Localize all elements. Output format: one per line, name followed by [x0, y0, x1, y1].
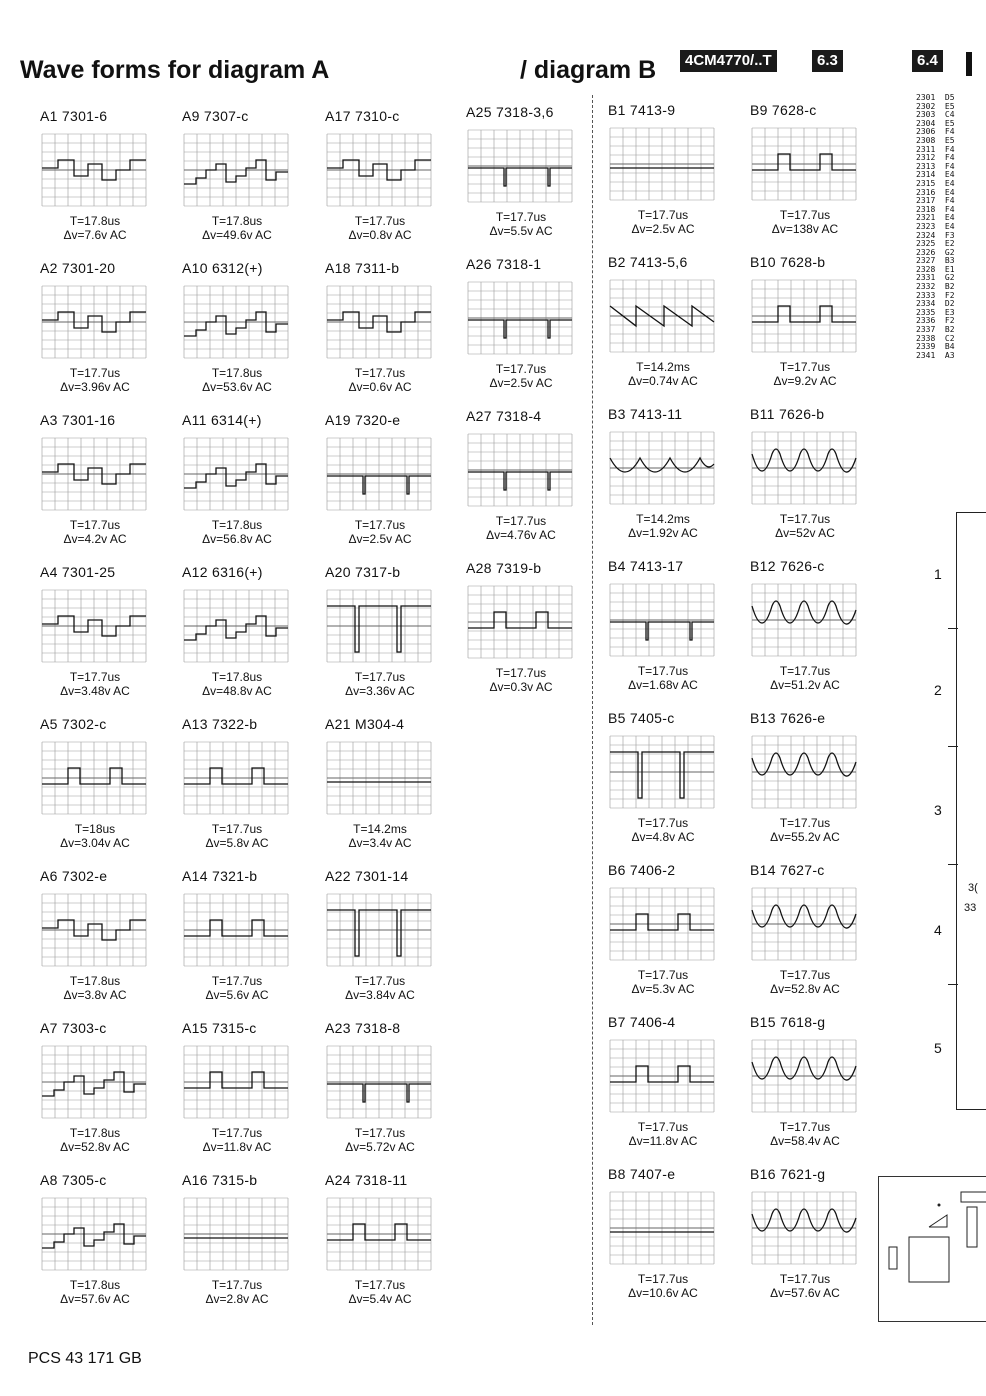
index-entry: 2337 B2 — [916, 325, 955, 335]
waveform-label: A20 7317-b — [325, 564, 401, 580]
oscilloscope-trace — [464, 126, 576, 206]
period-value: T=17.7us — [637, 1120, 689, 1134]
amplitude-value: Δv=5.5v AC — [489, 224, 553, 238]
amplitude-value: Δv=2.8v AC — [205, 1292, 269, 1306]
oscilloscope-trace — [180, 282, 292, 362]
oscilloscope-trace — [464, 278, 576, 358]
waveform-cell — [750, 102, 875, 252]
waveform-label: A10 6312(+) — [182, 260, 263, 276]
waveform-label: A4 7301-25 — [40, 564, 116, 580]
waveform-label: A23 7318-8 — [325, 1020, 401, 1036]
period-value: T=17.8us — [211, 670, 263, 684]
index-entry: 2325 E2 — [916, 239, 955, 249]
waveform-label: A13 7322-b — [182, 716, 258, 732]
waveform-label: A1 7301-6 — [40, 108, 108, 124]
waveform-cell — [608, 1014, 733, 1164]
model-badge: 4CM4770/..T — [680, 50, 777, 72]
waveform-cell — [325, 716, 450, 866]
period-value: T=17.7us — [354, 1278, 406, 1292]
amplitude-value: Δv=53.6v AC — [202, 380, 272, 394]
oscilloscope-trace — [606, 1188, 718, 1268]
edge-text-1: 3( — [968, 882, 978, 894]
component-index-list — [916, 94, 955, 360]
period-value: T=17.7us — [211, 1278, 263, 1292]
waveform-label: B3 7413-11 — [608, 406, 683, 422]
index-entry: 2317 F4 — [916, 196, 955, 206]
period-value: T=17.7us — [637, 968, 689, 982]
index-entry: 2324 F3 — [916, 230, 955, 240]
period-value: T=14.2ms — [636, 360, 690, 374]
waveform-cell — [325, 108, 450, 258]
amplitude-value: Δv=0.8v AC — [348, 228, 412, 242]
index-entry: 2335 E3 — [916, 307, 955, 317]
waveform-cell — [182, 108, 307, 258]
oscilloscope-trace — [38, 130, 150, 210]
index-entry: 2312 F4 — [916, 153, 955, 163]
waveform-label: B4 7413-17 — [608, 558, 684, 574]
waveform-label: A24 7318-11 — [325, 1172, 408, 1188]
column-divider — [592, 95, 593, 1325]
index-entry: 2339 B4 — [916, 342, 955, 352]
oscilloscope-trace — [606, 580, 718, 660]
waveform-cell — [608, 558, 733, 708]
index-entry: 2318 F4 — [916, 204, 955, 214]
waveform-cell — [40, 1172, 165, 1322]
period-value: T=17.7us — [779, 1272, 831, 1286]
oscilloscope-trace — [38, 1194, 150, 1274]
waveform-cell — [608, 710, 733, 860]
period-value: T=17.7us — [354, 518, 406, 532]
waveform-label: B15 7618-g — [750, 1014, 826, 1030]
oscilloscope-trace — [606, 276, 718, 356]
oscilloscope-trace — [38, 282, 150, 362]
waveform-cell — [750, 406, 875, 556]
waveform-label: A9 7307-c — [182, 108, 249, 124]
period-value: T=17.8us — [69, 974, 121, 988]
waveform-label: B2 7413-5,6 — [608, 254, 688, 270]
period-value: T=17.7us — [69, 366, 121, 380]
oscilloscope-trace — [748, 276, 860, 356]
row-tick — [948, 984, 958, 985]
oscilloscope-trace — [323, 1042, 435, 1122]
oscilloscope-trace — [323, 738, 435, 818]
index-entry: 2308 E5 — [916, 135, 955, 145]
period-value: T=17.7us — [637, 208, 689, 222]
period-value: T=17.7us — [779, 360, 831, 374]
schematic-inset-drawing — [879, 1177, 986, 1321]
oscilloscope-trace — [464, 582, 576, 662]
amplitude-value: Δv=52.8v AC — [770, 982, 840, 996]
index-entry: 2304 E5 — [916, 118, 955, 128]
amplitude-value: Δv=55.2v AC — [770, 830, 840, 844]
amplitude-value: Δv=5.4v AC — [348, 1292, 412, 1306]
waveform-cell — [608, 862, 733, 1012]
period-value: T=17.8us — [211, 518, 263, 532]
index-entry: 2315 E4 — [916, 178, 955, 188]
oscilloscope-trace — [748, 428, 860, 508]
index-entry: 2333 F2 — [916, 290, 955, 300]
period-value: T=17.7us — [637, 816, 689, 830]
index-entry: 2301 D5 — [916, 93, 955, 102]
edge-text-2: 33 — [964, 902, 977, 914]
period-value: T=17.8us — [211, 366, 263, 380]
waveform-cell — [608, 406, 733, 556]
amplitude-value: Δv=0.3v AC — [489, 680, 553, 694]
waveform-cell — [750, 710, 875, 860]
amplitude-value: Δv=3.48v AC — [60, 684, 130, 698]
waveform-cell — [182, 1020, 307, 1170]
waveform-cell — [40, 564, 165, 714]
period-value: T=17.7us — [495, 210, 547, 224]
period-value: T=17.7us — [354, 214, 406, 228]
oscilloscope-trace — [748, 732, 860, 812]
period-value: T=17.7us — [637, 1272, 689, 1286]
row-tick — [948, 628, 958, 629]
oscilloscope-trace — [180, 1194, 292, 1274]
amplitude-value: Δv=1.92v AC — [628, 526, 698, 540]
oscilloscope-trace — [180, 130, 292, 210]
waveform-cell — [40, 412, 165, 562]
waveform-cell — [466, 408, 591, 558]
amplitude-value: Δv=7.6v AC — [63, 228, 127, 242]
period-value: T=17.7us — [779, 512, 831, 526]
waveform-label: B6 7406-2 — [608, 862, 676, 878]
waveform-label: A15 7315-c — [182, 1020, 257, 1036]
oscilloscope-trace — [38, 738, 150, 818]
oscilloscope-trace — [180, 586, 292, 666]
waveform-label: B9 7628-c — [750, 102, 817, 118]
waveform-cell — [466, 256, 591, 406]
waveform-label: B16 7621-g — [750, 1166, 826, 1182]
oscilloscope-trace — [323, 282, 435, 362]
amplitude-value: Δv=58.4v AC — [770, 1134, 840, 1148]
waveform-label: A16 7315-b — [182, 1172, 258, 1188]
index-entry: 2303 C4 — [916, 110, 955, 120]
section-badge-6-3: 6.3 — [812, 50, 843, 72]
amplitude-value: Δv=5.72v AC — [345, 1140, 415, 1154]
amplitude-value: Δv=0.6v AC — [348, 380, 412, 394]
oscilloscope-trace — [606, 428, 718, 508]
waveform-cell — [182, 1172, 307, 1322]
waveform-cell — [40, 868, 165, 1018]
waveform-cell — [40, 716, 165, 866]
amplitude-value: Δv=0.74v AC — [628, 374, 698, 388]
period-value: T=18us — [74, 822, 116, 836]
waveform-label: B14 7627-c — [750, 862, 825, 878]
amplitude-value: Δv=11.8v AC — [628, 1134, 698, 1148]
period-value: T=17.8us — [211, 214, 263, 228]
oscilloscope-trace — [748, 580, 860, 660]
amplitude-value: Δv=10.6v AC — [628, 1286, 698, 1300]
waveform-cell — [325, 412, 450, 562]
waveform-cell — [182, 260, 307, 410]
section-badge-6-4: 6.4 — [912, 50, 943, 72]
amplitude-value: Δv=5.8v AC — [205, 836, 269, 850]
waveform-label: B13 7626-e — [750, 710, 826, 726]
waveform-cell — [750, 254, 875, 404]
waveform-label: A18 7311-b — [325, 260, 400, 276]
oscilloscope-trace — [748, 1188, 860, 1268]
index-entry: 2331 G2 — [916, 273, 955, 283]
oscilloscope-trace — [38, 434, 150, 514]
waveform-label: A19 7320-e — [325, 412, 401, 428]
period-value: T=17.7us — [211, 822, 263, 836]
amplitude-value: Δv=5.6v AC — [205, 988, 269, 1002]
row-tick — [948, 746, 958, 747]
oscilloscope-trace — [606, 884, 718, 964]
waveform-cell — [608, 1166, 733, 1316]
index-entry: 2326 G2 — [916, 247, 955, 257]
oscilloscope-trace — [606, 732, 718, 812]
waveform-cell — [750, 558, 875, 708]
waveform-cell — [182, 412, 307, 562]
amplitude-value: Δv=56.8v AC — [202, 532, 272, 546]
oscilloscope-trace — [606, 1036, 718, 1116]
page-title-b: / diagram B — [520, 56, 657, 84]
row-number-frame — [956, 512, 986, 1110]
waveform-cell — [608, 102, 733, 252]
amplitude-value: Δv=2.5v AC — [489, 376, 553, 390]
oscilloscope-trace — [38, 586, 150, 666]
index-entry: 2302 E5 — [916, 101, 955, 111]
period-value: T=17.7us — [69, 518, 121, 532]
waveform-label: A7 7303-c — [40, 1020, 107, 1036]
index-entry: 2338 C2 — [916, 333, 955, 343]
waveform-label: A21 M304-4 — [325, 716, 405, 732]
period-value: T=17.7us — [354, 670, 406, 684]
amplitude-value: Δv=3.84v AC — [345, 988, 415, 1002]
waveform-label: A17 7310-c — [325, 108, 400, 124]
row-tick — [948, 864, 958, 865]
amplitude-value: Δv=3.4v AC — [348, 836, 412, 850]
amplitude-value: Δv=3.96v AC — [60, 380, 130, 394]
period-value: T=17.7us — [211, 1126, 263, 1140]
period-value: T=17.7us — [495, 514, 547, 528]
row-number-2: 2 — [934, 682, 942, 698]
period-value: T=17.7us — [779, 664, 831, 678]
waveform-cell — [325, 260, 450, 410]
period-value: T=17.7us — [211, 974, 263, 988]
waveform-label: A26 7318-1 — [466, 256, 542, 272]
waveform-label: B8 7407-e — [608, 1166, 676, 1182]
waveform-cell — [750, 1014, 875, 1164]
index-entry: 2321 E4 — [916, 213, 955, 223]
period-value: T=17.7us — [637, 664, 689, 678]
amplitude-value: Δv=57.6v AC — [60, 1292, 130, 1306]
period-value: T=17.7us — [779, 816, 831, 830]
amplitude-value: Δv=4.76v AC — [486, 528, 556, 542]
oscilloscope-trace — [180, 1042, 292, 1122]
index-entry: 2323 E4 — [916, 221, 955, 231]
period-value: T=17.7us — [779, 1120, 831, 1134]
amplitude-value: Δv=138v AC — [771, 222, 839, 236]
waveform-label: B10 7628-b — [750, 254, 826, 270]
footer-code: PCS 43 171 GB — [28, 1350, 142, 1367]
waveform-cell — [325, 1172, 450, 1322]
waveform-cell — [466, 104, 591, 254]
oscilloscope-trace — [464, 430, 576, 510]
period-value: T=17.7us — [354, 366, 406, 380]
waveform-label: A12 6316(+) — [182, 564, 263, 580]
period-value: T=17.7us — [69, 670, 121, 684]
period-value: T=14.2ms — [636, 512, 690, 526]
waveform-cell — [325, 868, 450, 1018]
period-value: T=17.8us — [69, 1278, 121, 1292]
amplitude-value: Δv=4.2v AC — [63, 532, 127, 546]
waveform-cell — [182, 716, 307, 866]
waveform-label: A25 7318-3,6 — [466, 104, 554, 120]
row-number-4: 4 — [934, 922, 942, 938]
index-entry: 2341 A3 — [916, 350, 955, 360]
oscilloscope-trace — [38, 890, 150, 970]
amplitude-value: Δv=57.6v AC — [770, 1286, 840, 1300]
period-value: T=17.7us — [354, 974, 406, 988]
waveform-cell — [750, 1166, 875, 1316]
waveform-label: A6 7302-e — [40, 868, 108, 884]
period-value: T=17.7us — [354, 1126, 406, 1140]
period-value: T=17.7us — [779, 208, 831, 222]
waveform-cell — [40, 260, 165, 410]
row-number-5: 5 — [934, 1040, 942, 1056]
oscilloscope-trace — [323, 890, 435, 970]
amplitude-value: Δv=11.8v AC — [202, 1140, 272, 1154]
amplitude-value: Δv=2.5v AC — [348, 532, 412, 546]
waveform-label: B7 7406-4 — [608, 1014, 676, 1030]
index-entry: 2314 E4 — [916, 170, 955, 180]
period-value: T=17.7us — [495, 362, 547, 376]
waveform-label: A22 7301-14 — [325, 868, 409, 884]
waveform-label: B12 7626-c — [750, 558, 825, 574]
row-number-1: 1 — [934, 566, 942, 582]
oscilloscope-trace — [606, 124, 718, 204]
period-value: T=17.8us — [69, 214, 121, 228]
oscilloscope-trace — [323, 1194, 435, 1274]
oscilloscope-trace — [323, 434, 435, 514]
index-entry: 2306 F4 — [916, 127, 955, 137]
period-value: T=17.7us — [779, 968, 831, 982]
index-entry: 2332 B2 — [916, 282, 955, 292]
amplitude-value: Δv=48.8v AC — [202, 684, 272, 698]
waveform-label: A28 7319-b — [466, 560, 542, 576]
period-value: T=17.7us — [495, 666, 547, 680]
amplitude-value: Δv=3.36v AC — [345, 684, 415, 698]
waveform-label: A5 7302-c — [40, 716, 107, 732]
amplitude-value: Δv=3.8v AC — [63, 988, 127, 1002]
waveform-cell — [325, 564, 450, 714]
waveform-cell — [325, 1020, 450, 1170]
oscilloscope-trace — [323, 586, 435, 666]
waveform-label: A2 7301-20 — [40, 260, 116, 276]
oscilloscope-trace — [748, 1036, 860, 1116]
oscilloscope-trace — [748, 884, 860, 964]
schematic-inset — [878, 1176, 986, 1322]
amplitude-value: Δv=52.8v AC — [60, 1140, 130, 1154]
index-entry: 2328 E1 — [916, 264, 955, 274]
waveform-label: A3 7301-16 — [40, 412, 116, 428]
index-entry: 2336 F2 — [916, 316, 955, 326]
waveform-cell — [466, 560, 591, 710]
waveform-cell — [40, 108, 165, 258]
index-entry: 2311 F4 — [916, 144, 955, 154]
waveform-cell — [182, 564, 307, 714]
waveform-label: A8 7305-c — [40, 1172, 107, 1188]
waveform-cell — [40, 1020, 165, 1170]
amplitude-value: Δv=51.2v AC — [770, 678, 840, 692]
waveform-label: B11 7626-b — [750, 406, 825, 422]
period-value: T=14.2ms — [353, 822, 407, 836]
amplitude-value: Δv=5.3v AC — [631, 982, 695, 996]
amplitude-value: Δv=4.8v AC — [631, 830, 695, 844]
edge-bar — [966, 52, 972, 76]
waveform-cell — [750, 862, 875, 1012]
page-title-a: Wave forms for diagram A — [20, 56, 330, 84]
amplitude-value: Δv=9.2v AC — [773, 374, 837, 388]
oscilloscope-trace — [748, 124, 860, 204]
waveform-label: B5 7405-c — [608, 710, 675, 726]
index-entry: 2313 F4 — [916, 161, 955, 171]
waveform-label: B1 7413-9 — [608, 102, 676, 118]
period-value: T=17.8us — [69, 1126, 121, 1140]
oscilloscope-trace — [323, 130, 435, 210]
oscilloscope-trace — [180, 738, 292, 818]
amplitude-value: Δv=1.68v AC — [628, 678, 698, 692]
oscilloscope-trace — [180, 434, 292, 514]
index-entry: 2334 D2 — [916, 299, 955, 309]
waveform-label: A27 7318-4 — [466, 408, 542, 424]
amplitude-value: Δv=49.6v AC — [202, 228, 272, 242]
row-number-3: 3 — [934, 802, 942, 818]
oscilloscope-trace — [180, 890, 292, 970]
amplitude-value: Δv=3.04v AC — [60, 836, 130, 850]
index-entry: 2316 E4 — [916, 187, 955, 197]
oscilloscope-trace — [38, 1042, 150, 1122]
amplitude-value: Δv=2.5v AC — [631, 222, 695, 236]
waveform-cell — [608, 254, 733, 404]
waveform-label: A14 7321-b — [182, 868, 258, 884]
waveform-cell — [182, 868, 307, 1018]
waveform-label: A11 6314(+) — [182, 412, 262, 428]
index-entry: 2327 B3 — [916, 256, 955, 266]
amplitude-value: Δv=52v AC — [775, 526, 835, 540]
